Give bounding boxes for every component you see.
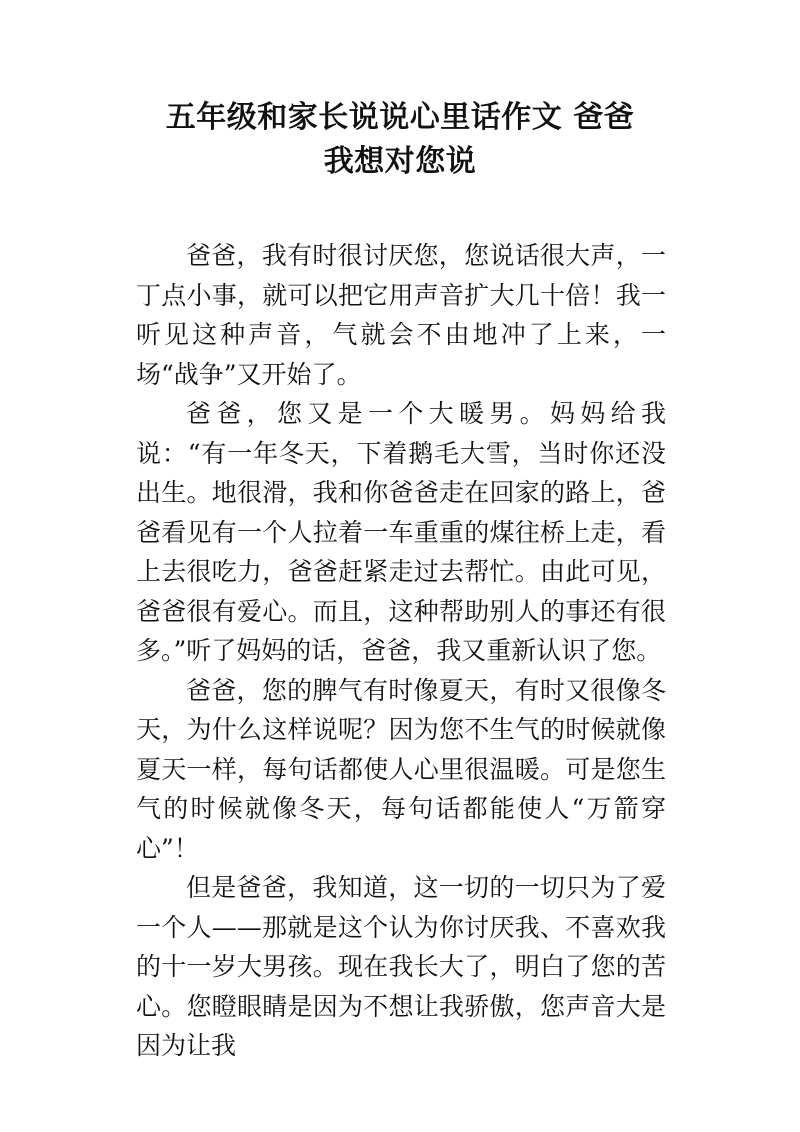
paragraph-1: 爸爸，我有时很讨厌您，您说话很大声，一丁点小事，就可以把它用声音扩大几十倍！我一听见这种声音，气就会不由地冲了上来，一场“战争”又开始了。 <box>136 241 666 389</box>
title-line-1: 五年级和家长说说心里话作文 爸爸 <box>165 100 635 135</box>
title-line-2: 我想对您说 <box>323 144 477 179</box>
paragraph-4: 但是爸爸，我知道，这一切的一切只为了爱一个人——那就是这个认为你讨厌我、不喜欢我的十一岁大男孩。现在我长大了，明白了您的苦心。您瞪眼睛是因为不想让我骄傲，您声音大是因为让我 <box>136 873 666 1060</box>
paragraph-2: 爸爸，您又是一个大暖男。妈妈给我说：“有一年冬天，下着鹅毛大雪，当时你还没出生。地很滑，我和你爸爸走在回家的路上，爸爸看见有一个人拉着一车重重的煤往桥上走，看上去很吃力，爸爸赶紧走过去帮忙。由此可见，爸爸很有爱心。而且，这种帮助别人的事还有很多。”听了妈妈的话，爸爸，我又重新认识了您。 <box>136 399 666 665</box>
article-body <box>136 236 666 1066</box>
page-title <box>120 96 680 184</box>
paragraph-3: 爸爸，您的脾气有时像夏天，有时又很像冬天，为什么这样说呢？因为您不生气的时候就像夏天一样，每句话都使人心里很温暖。可是您生气的时候就像冬天，每句话都能使人“万箭穿心”！ <box>136 675 666 863</box>
